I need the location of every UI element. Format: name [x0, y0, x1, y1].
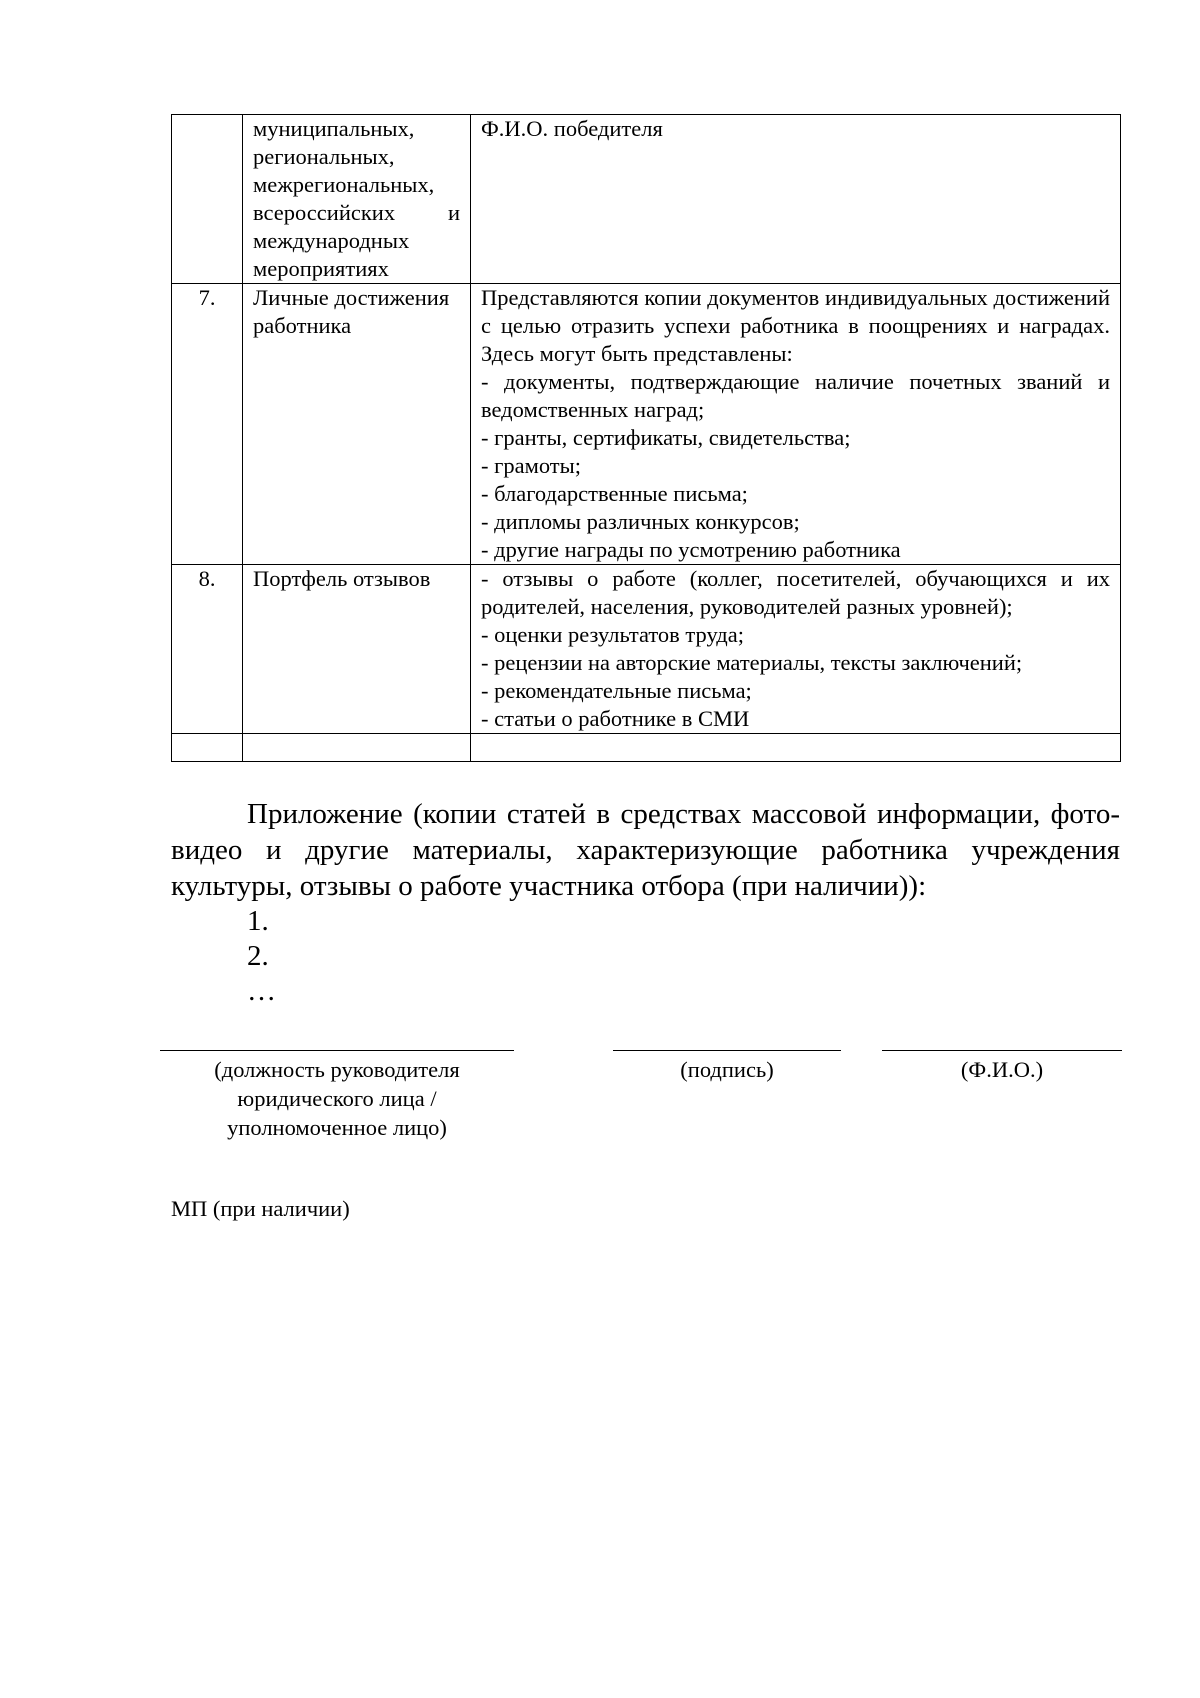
- description-line: - гранты, сертификаты, свидетельства;: [481, 425, 851, 450]
- description-line: - статьи о работнике в СМИ: [481, 706, 750, 731]
- position-caption: [160, 1055, 514, 1142]
- position-caption-line: уполномоченное лицо): [227, 1115, 447, 1140]
- table-row: [172, 565, 1121, 734]
- table-row: [172, 115, 1121, 284]
- table-row-empty: [172, 734, 1121, 762]
- row-name: [243, 734, 471, 762]
- name-caption: (Ф.И.О.): [960, 1057, 1044, 1082]
- description-line: - благодарственные письма;: [481, 481, 748, 506]
- row-description: [471, 284, 1121, 565]
- description-line: Представляются копии документов индивидуальных достижений с целью отразить успехи работника в поощрениях и наградах. Здесь могут быть представлены:: [481, 285, 1110, 366]
- description-line: - оценки результатов труда;: [481, 622, 744, 647]
- position-caption-line: юридического лица /: [237, 1086, 437, 1111]
- appendix-paragraph: Приложение (копии статей в средствах массовой информации, фото-видео и другие материалы, характеризующие работника учреждения культуры, отзывы о работе участника отбора (при наличии)):: [171, 798, 1120, 902]
- row-name: Портфель отзывов: [243, 565, 471, 734]
- position-caption-line: (должность руководителя: [214, 1057, 460, 1082]
- row-number: 8.: [172, 565, 243, 734]
- position-signature-line: [160, 1050, 514, 1051]
- achievements-table: [171, 114, 1121, 762]
- row-number: [172, 115, 243, 284]
- row-description: [471, 734, 1121, 762]
- description-line: - дипломы различных конкурсов;: [481, 509, 800, 534]
- description-line: - другие награды по усмотрению работника: [481, 537, 901, 562]
- table-row: [172, 284, 1121, 565]
- stamp-note: МП (при наличии): [171, 1196, 350, 1221]
- description-line: - рекомендательные письма;: [481, 678, 752, 703]
- row-number: [172, 734, 243, 762]
- row-name: Личные достижения работника: [243, 284, 471, 565]
- description-line: - отзывы о работе (коллег, посетителей, обучающихся и их родителей, населения, руководителей разных уровней);: [481, 566, 1110, 619]
- appendix-item: 1.: [247, 905, 269, 937]
- description-line: - документы, подтверждающие наличие почетных званий и ведомственных наград;: [481, 369, 1110, 422]
- description-line: - грамоты;: [481, 453, 581, 478]
- appendix-item: 2.: [247, 940, 269, 972]
- row-name: муниципальных, региональных, межрегиональных, всероссийских и международных мероприятиях: [243, 115, 471, 284]
- row-description: [471, 565, 1121, 734]
- description-line: - рецензии на авторские материалы, тексты заключений;: [481, 650, 1023, 675]
- name-signature-line: [882, 1050, 1122, 1051]
- appendix-item: …: [247, 975, 276, 1007]
- signature-caption: (подпись): [680, 1057, 774, 1082]
- description-line: Ф.И.О. победителя: [481, 116, 663, 141]
- appendix-section: [171, 796, 1120, 1009]
- row-description: [471, 115, 1121, 284]
- signature-line: [613, 1050, 841, 1051]
- row-number: 7.: [172, 284, 243, 565]
